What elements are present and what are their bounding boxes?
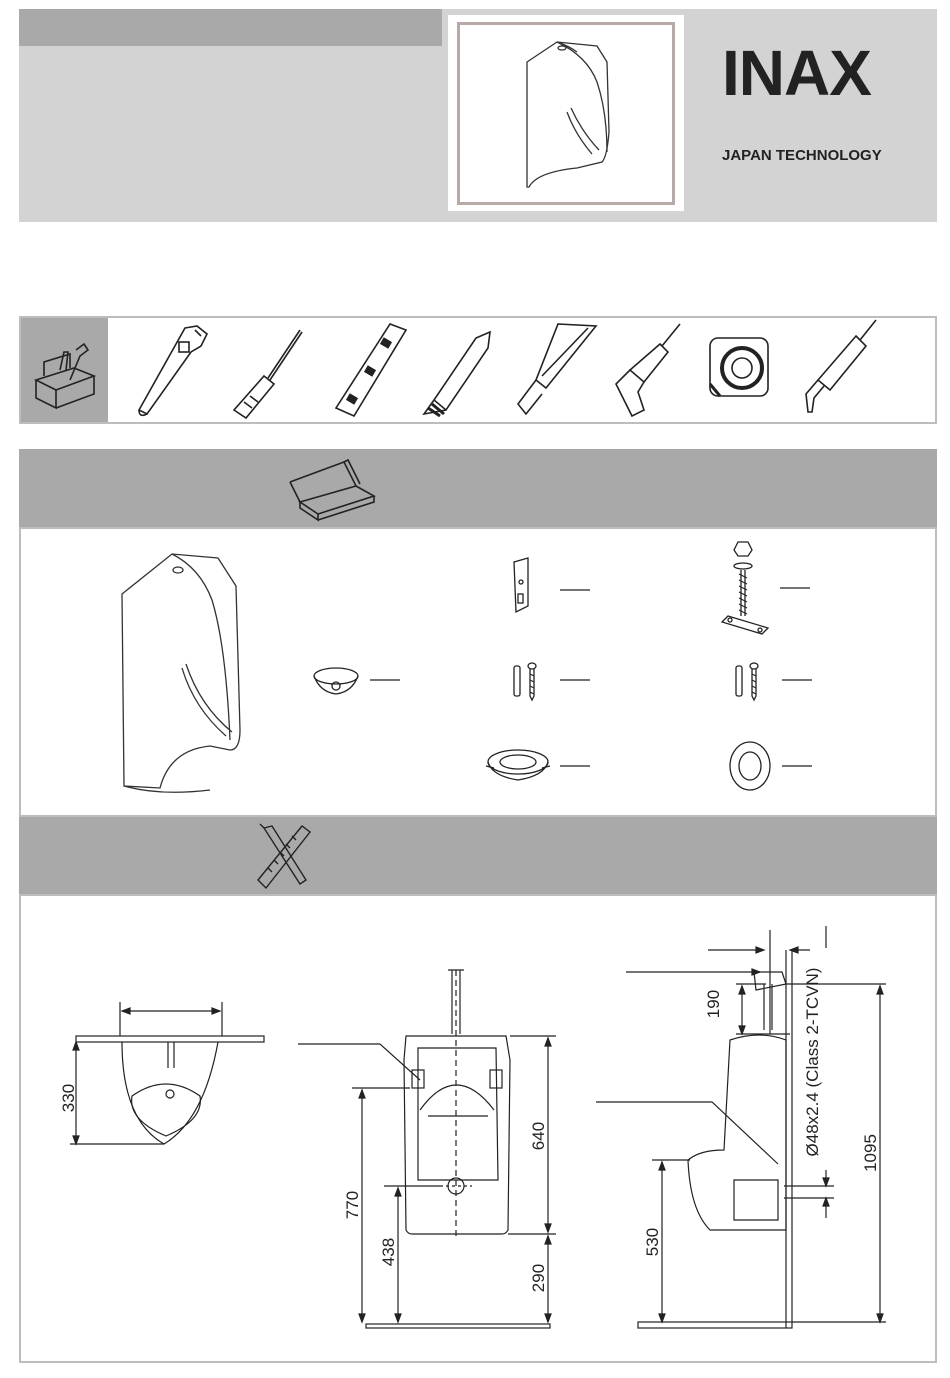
dim-front-floor: 290 bbox=[529, 1263, 548, 1293]
brand-logo: INAX bbox=[722, 37, 871, 109]
dim-side-outlet: 530 bbox=[643, 1227, 662, 1257]
dim-side-valve: 190 bbox=[704, 989, 723, 1019]
dim-front-body: 640 bbox=[529, 1121, 548, 1151]
dim-side-pipe-spec: Ø48x2.4 (Class 2-TCVN) bbox=[803, 967, 822, 1157]
dim-side-supply: 1095 bbox=[861, 1134, 880, 1172]
dim-top-depth: 330 bbox=[59, 1083, 78, 1113]
brand-tagline: JAPAN TECHNOLOGY bbox=[722, 147, 882, 164]
dim-front-total: 770 bbox=[343, 1190, 362, 1220]
dim-front-drain: 438 bbox=[379, 1237, 398, 1267]
